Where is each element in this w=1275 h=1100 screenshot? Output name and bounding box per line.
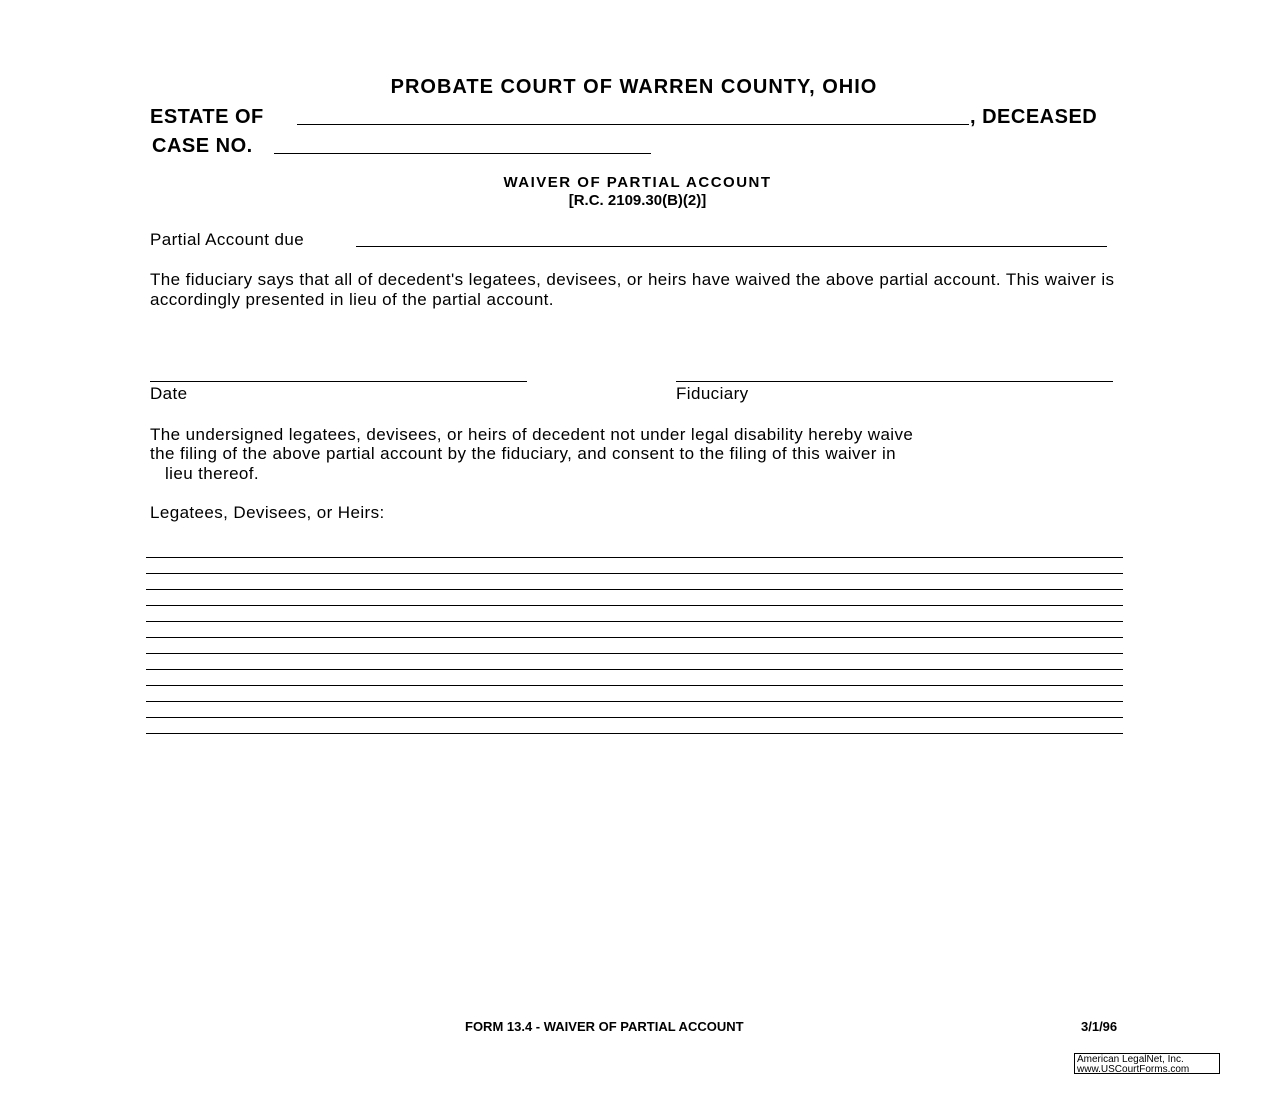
- estate-label: ESTATE OF: [150, 106, 264, 128]
- form-title: WAIVER OF PARTIAL ACCOUNT: [503, 174, 772, 191]
- estate-name-field[interactable]: [297, 124, 969, 125]
- fiduciary-signature-line[interactable]: [676, 381, 1113, 382]
- publisher-url[interactable]: www.USCourtForms.com: [1077, 1064, 1190, 1075]
- heir-signature-line[interactable]: [146, 589, 1123, 590]
- consent-statement-line1: The undersigned legatees, devisees, or heirs of decedent not under legal disability hereby waive: [150, 425, 914, 444]
- heir-signature-line[interactable]: [146, 685, 1123, 686]
- fiduciary-label: Fiduciary: [676, 384, 749, 403]
- statute-reference: [R.C. 2109.30(B)(2)]: [568, 192, 707, 209]
- form-id: FORM 13.4 - WAIVER OF PARTIAL ACCOUNT: [465, 1019, 744, 1034]
- heir-signature-line[interactable]: [146, 733, 1123, 734]
- heir-signature-line[interactable]: [146, 621, 1123, 622]
- fiduciary-statement: The fiduciary says that all of decedent's legatees, devisees, or heirs have waived the above partial account. This waiver is accordingly presented in lieu of the partial account.: [150, 270, 1115, 309]
- heir-signature-line[interactable]: [146, 701, 1123, 702]
- publisher-stamp: [1074, 1053, 1220, 1074]
- date-label: Date: [150, 384, 188, 403]
- heir-signature-line[interactable]: [146, 573, 1123, 574]
- revision-date: 3/1/96: [1081, 1019, 1118, 1034]
- heir-signature-line[interactable]: [146, 637, 1123, 638]
- heir-signature-line[interactable]: [146, 669, 1123, 670]
- date-signature-line[interactable]: [150, 381, 527, 382]
- heir-signature-line[interactable]: [146, 557, 1123, 558]
- heir-signature-line[interactable]: [146, 605, 1123, 606]
- partial-account-due-field[interactable]: [356, 246, 1107, 247]
- case-number-label: CASE NO.: [152, 135, 253, 157]
- court-title: PROBATE COURT OF WARREN COUNTY, OHIO: [390, 76, 878, 98]
- consent-statement-line2: the filing of the above partial account by the fiduciary, and consent to the filing of this waiver in: [150, 444, 896, 463]
- publisher-name: American LegalNet, Inc.: [1077, 1054, 1184, 1065]
- heirs-label: Legatees, Devisees, or Heirs:: [150, 503, 385, 522]
- consent-statement-line3: lieu thereof.: [165, 464, 260, 483]
- partial-account-label: Partial Account due: [150, 230, 305, 249]
- heir-signature-line[interactable]: [146, 653, 1123, 654]
- deceased-label: , DECEASED: [970, 106, 1098, 128]
- case-number-field[interactable]: [274, 153, 651, 154]
- heir-signature-line[interactable]: [146, 717, 1123, 718]
